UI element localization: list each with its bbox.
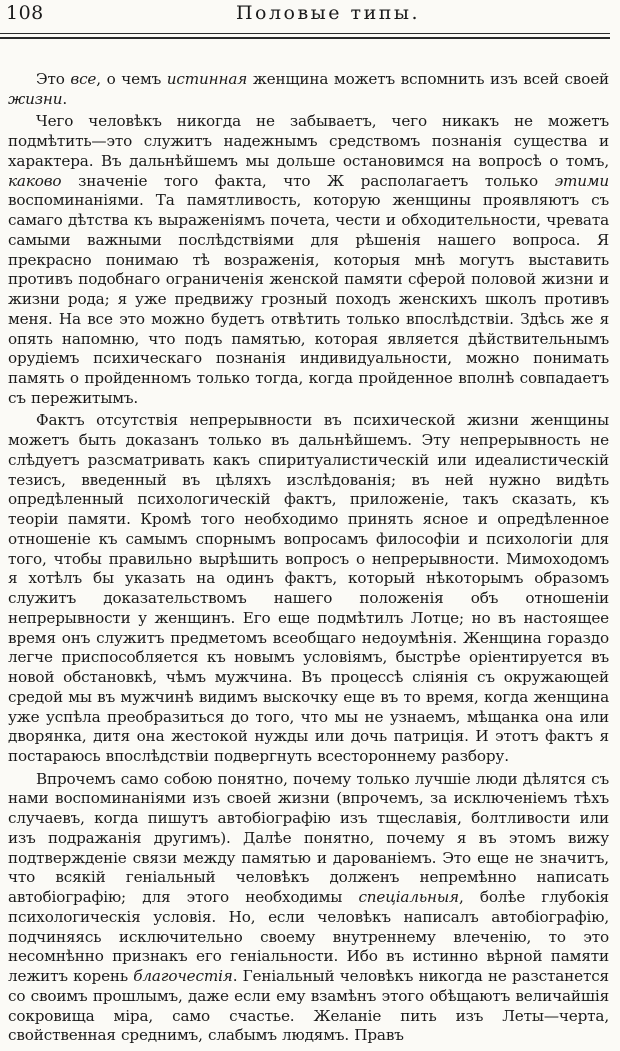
text-run: значеніе того факта, что Ж располагаетъ только <box>61 171 555 190</box>
page-number: 108 <box>6 2 44 24</box>
text-run: , о чемъ <box>96 70 167 88</box>
paragraph <box>8 70 609 109</box>
emphasized-text: спеціальныя <box>358 888 459 907</box>
emphasized-text: истинная <box>166 70 248 88</box>
header-rule-thick <box>0 37 610 39</box>
text-run: Фактъ отсутствія непрерывности въ психической жизни женщины можетъ быть доказанъ только въ дальнѣйшемъ. Эту непрерывность не слѣдуетъ разсматривать какъ спиритуалистическій или идеалистическій тезисъ, введенный въ цѣляхъ изслѣдованія; въ ней нужно видѣть опредѣленный психологическій фактъ, приложеніе, такъ сказать, къ теоріи памяти. Кромѣ того необходимо принять ясное и опредѣленное отношеніе къ самымъ спорнымъ вопросамъ философіи и психологіи для того, чтобы правильно вырѣшить вопросъ о непрерывности. Мимоходомъ я хотѣлъ бы указать на одинъ фактъ, который нѣкоторымъ образомъ служитъ доказательствомъ нашего положенія объ отношеніи непрерывности у женщинъ. Его еще подмѣтилъ Лотце; но въ настоящее время онъ служитъ предметомъ всеобщаго недоумѣнія. Женщина гораздо легче приспособляется къ новымъ условіямъ, быстрѣе оріентируется въ новой обстановкѣ, чѣмъ мужчина. Въ процессѣ сліянія съ окружающей средой мы въ мужчинѣ видимъ выскочку еще въ то время, когда женщина уже успѣла преобразиться до того, что мы не узнаемъ, мѣщанка она или дворянка, дитя она жестокой нужды или дочь патриція. И этотъ фактъ я постараюсь впослѣдствіи подвергнуть всестороннему разбору. <box>8 411 609 765</box>
paragraph <box>8 770 609 1046</box>
emphasized-text: все <box>70 70 97 88</box>
paragraph <box>8 112 609 408</box>
text-run: , болѣе глубокія психологическія условія. Но, если человѣкъ написалъ автобіографію, подчиняясь исключительно своему внутреннему влеченію, то это несомнѣнно признакъ его геніальности. Ибо въ истинно вѣрной памяти лежитъ корень <box>8 888 609 986</box>
emphasized-text: этими <box>554 171 609 190</box>
paragraph <box>8 411 609 766</box>
emphasized-text: благочестія <box>133 967 233 986</box>
emphasized-text: каково <box>8 171 62 190</box>
text-run: . Геніальный человѣкъ никогда не разстанется со своимъ прошлымъ, даже если ему взамѣнъ этого обѣщаютъ величайшія сокровища міра, само счастье. Желаніе пить изъ Леты—черта, свойственная среднимъ, слабымъ людямъ. Правъ <box>8 967 609 1045</box>
running-title: Половые типы. <box>235 2 421 24</box>
text-run: . <box>62 89 68 108</box>
text-run: Это <box>36 70 71 88</box>
header-rule-thin <box>0 33 610 34</box>
text-run: воспоминаніями. Та памятливость, которую женщины проявляютъ съ самаго дѣтства къ выраженіямъ почета, чести и обходительности, чревата самыми важными послѣдствіями для рѣшенія нашего вопроса. Я прекрасно понимаю тѣ возраженія, которыя мнѣ могутъ выставить противъ подобнаго ограниченія женской памяти сферой половой жизни и жизни рода; я уже предвижу грозный походъ женскихъ школъ противъ меня. На все это можно будетъ отвѣтить только впослѣдствіи. Здѣсь же я опять напомню, что подъ памятью, которая является дѣйствительнымъ орудіемъ психическаго познанія индивидуальности, можно понимать память о пройденномъ только тогда, когда пройденное вполнѣ совпадаетъ съ пережитымъ. <box>8 191 609 407</box>
text-run: Впрочемъ само собою понятно, почему только лучшіе люди дѣлятся съ нами воспоминаніями изъ своей жизни (впрочемъ, за исключеніемъ тѣхъ случаевъ, когда пишутъ автобіографію изъ тщеславія, болтливости или изъ подражанія другимъ). Далѣе понятно, почему я въ этомъ вижу подтвержденіе связи между памятью и дарованіемъ. Это еще не значитъ, что всякій геніальный человѣкъ долженъ непремѣнно написать автобіографію; для этого необходимы <box>8 769 609 907</box>
body-text <box>8 70 609 1046</box>
page-header <box>6 2 610 30</box>
text-run: женщина можетъ вспомнить изъ всей своей <box>247 70 610 88</box>
emphasized-text: жизни <box>8 89 63 108</box>
text-run: Чего человѣкъ никогда не забываетъ, чего никакъ не можетъ подмѣтить—это служитъ надежнымъ средствомъ познанія существа и характера. Въ дальнѣйшемъ мы дольше остановимся на вопросѣ о томъ, <box>8 112 609 170</box>
